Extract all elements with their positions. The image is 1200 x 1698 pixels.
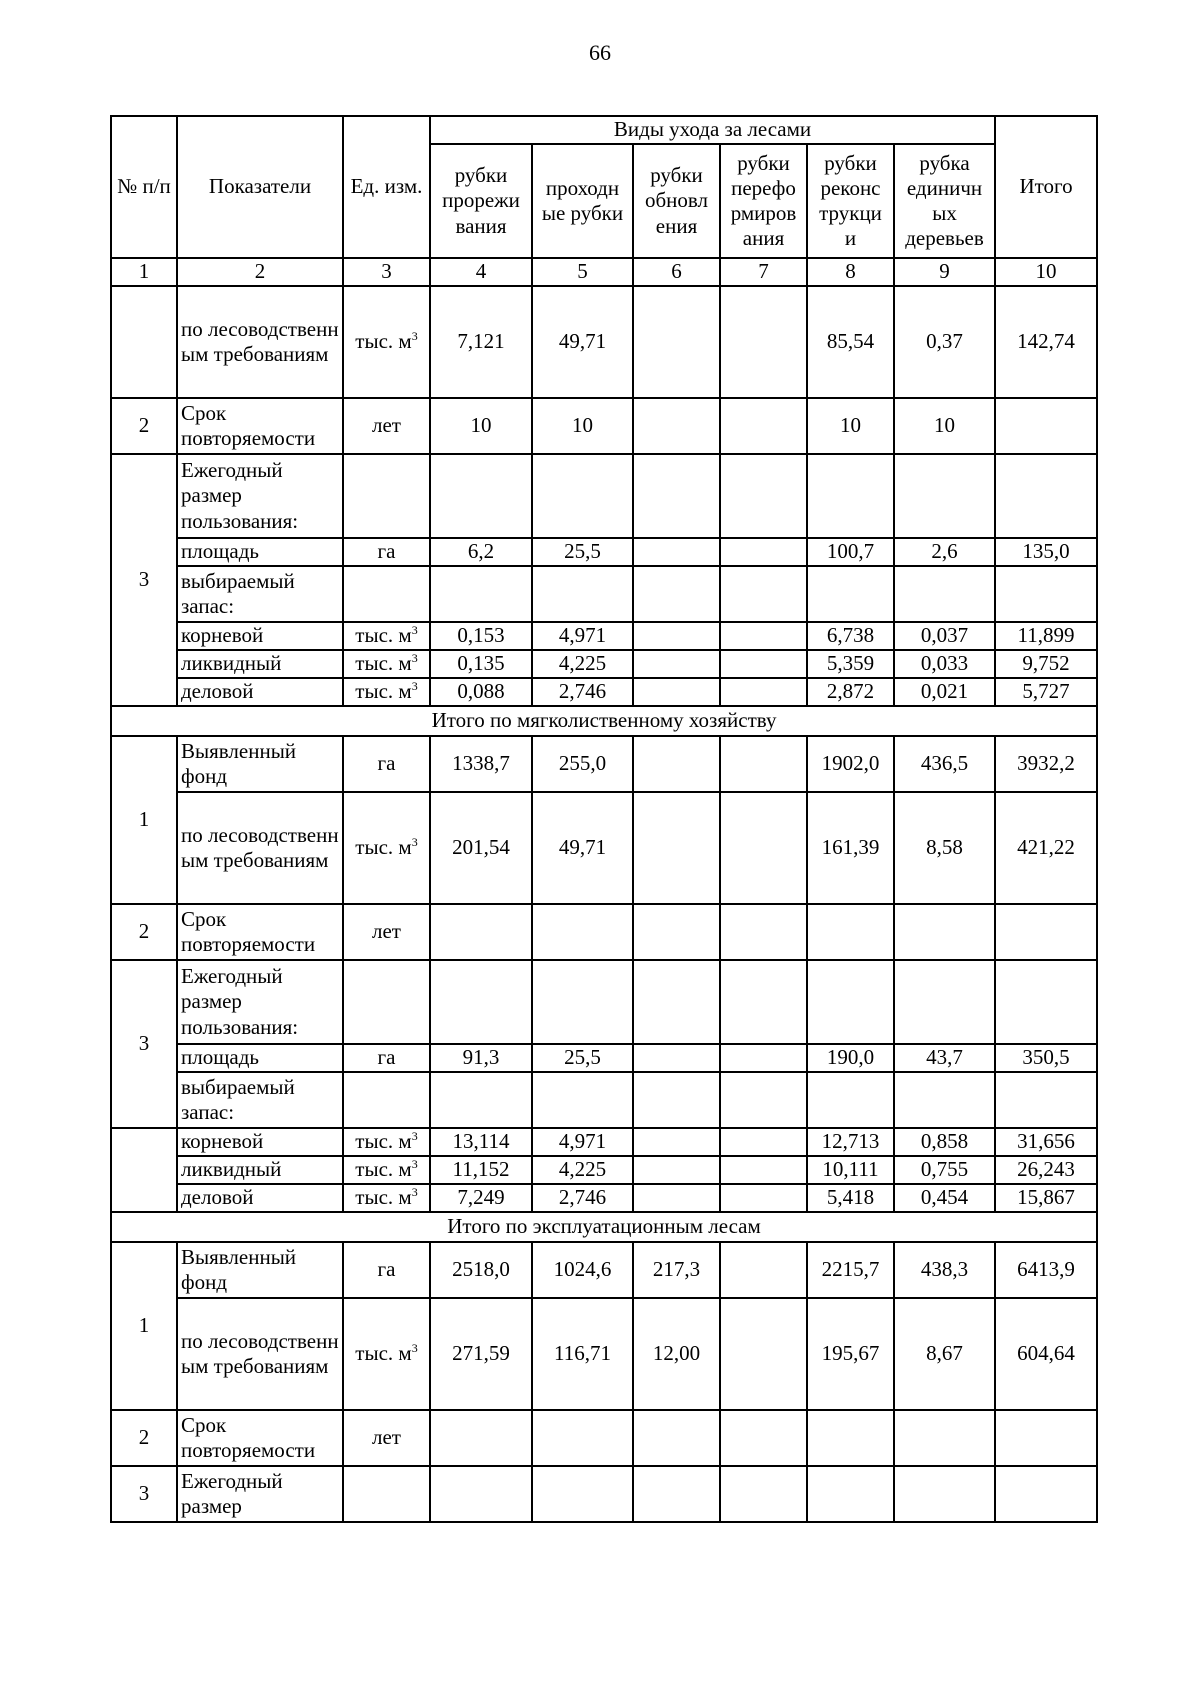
cell	[633, 538, 720, 566]
cell	[633, 398, 720, 454]
cell: 25,5	[532, 538, 633, 566]
cell	[633, 286, 720, 398]
header-col5: проходн ые рубки	[532, 144, 633, 258]
row-label: Срок повторяемости	[177, 904, 343, 960]
row-unit: лет	[343, 1410, 430, 1466]
row-label: деловой	[177, 1184, 343, 1212]
row-number: 2	[111, 398, 177, 454]
row-unit: тыс. $м^3$	[343, 1156, 430, 1184]
section-header	[111, 706, 1097, 736]
table-row	[111, 286, 1097, 398]
cell: 4,971	[532, 622, 633, 650]
table-row	[111, 1410, 1097, 1466]
row-label: Ежегодный размер пользования:	[177, 960, 343, 1044]
cell	[633, 622, 720, 650]
cell: 10	[894, 398, 995, 454]
row-number: 1	[111, 1242, 177, 1410]
table-row	[111, 1242, 1097, 1298]
table-row	[111, 1156, 1097, 1184]
row-unit: тыс. $м^3$	[343, 286, 430, 398]
cell: 9,752	[995, 650, 1097, 678]
row-label: по лесоводственн ым требованиям	[177, 286, 343, 398]
cell: 201,54	[430, 792, 532, 904]
header-indicator: Показатели	[177, 116, 343, 258]
cell	[633, 1184, 720, 1212]
cell: 1024,6	[532, 1242, 633, 1298]
col-number: 10	[995, 258, 1097, 286]
header-group-title: Виды ухода за лесами	[430, 116, 995, 144]
cell	[633, 650, 720, 678]
table-row	[111, 678, 1097, 706]
cell: 8,58	[894, 792, 995, 904]
table-row	[111, 1298, 1097, 1410]
table-row	[111, 736, 1097, 792]
cell	[720, 678, 807, 706]
cell: 85,54	[807, 286, 894, 398]
col-number: 8	[807, 258, 894, 286]
row-unit: тыс. $м^3$	[343, 1184, 430, 1212]
row-label: Выявленный фонд	[177, 736, 343, 792]
cell: 0,037	[894, 622, 995, 650]
header-no: № п/п	[111, 116, 177, 258]
cell: 15,867	[995, 1184, 1097, 1212]
cell: 271,59	[430, 1298, 532, 1410]
row-number: 3	[111, 1466, 177, 1522]
cell: 6,738	[807, 622, 894, 650]
cell: 195,67	[807, 1298, 894, 1410]
cell: 11,152	[430, 1156, 532, 1184]
row-label: деловой	[177, 678, 343, 706]
cell: 11,899	[995, 622, 1097, 650]
row-unit: тыс. $м^3$	[343, 622, 430, 650]
cell: 3932,2	[995, 736, 1097, 792]
cell: 6,2	[430, 538, 532, 566]
cell: 217,3	[633, 1242, 720, 1298]
cell: 31,656	[995, 1128, 1097, 1156]
cell: 2,746	[532, 678, 633, 706]
cell: 49,71	[532, 792, 633, 904]
header-col7: рубки перефо рмиров ания	[720, 144, 807, 258]
cell	[720, 1128, 807, 1156]
cell: 0,021	[894, 678, 995, 706]
cell: 190,0	[807, 1044, 894, 1072]
cell: 91,3	[430, 1044, 532, 1072]
col-number: 3	[343, 258, 430, 286]
cell: 0,088	[430, 678, 532, 706]
cell: 0,454	[894, 1184, 995, 1212]
table-row	[111, 904, 1097, 960]
col-number: 1	[111, 258, 177, 286]
cell: 8,67	[894, 1298, 995, 1410]
row-label: Ежегодный размер	[177, 1466, 343, 1522]
cell: 10,111	[807, 1156, 894, 1184]
cell	[720, 1242, 807, 1298]
cell: 0,37	[894, 286, 995, 398]
row-unit: тыс. $м^3$	[343, 678, 430, 706]
row-unit: тыс. $м^3$	[343, 792, 430, 904]
cell: 43,7	[894, 1044, 995, 1072]
cell	[633, 678, 720, 706]
cell	[633, 1044, 720, 1072]
table-row	[111, 792, 1097, 904]
cell	[720, 792, 807, 904]
cell: 438,3	[894, 1242, 995, 1298]
table-row	[111, 1184, 1097, 1212]
row-number: 3	[111, 454, 177, 706]
header-unit: Ед. изм.	[343, 116, 430, 258]
row-label: Срок повторяемости	[177, 398, 343, 454]
cell	[720, 538, 807, 566]
table-row	[111, 960, 1097, 1044]
row-number: 1	[111, 736, 177, 904]
col-number: 9	[894, 258, 995, 286]
row-unit: га	[343, 538, 430, 566]
section-header	[111, 1212, 1097, 1242]
col-number: 5	[532, 258, 633, 286]
row-label: выбираемый запас:	[177, 1072, 343, 1128]
table-row	[111, 1072, 1097, 1128]
cell: 25,5	[532, 1044, 633, 1072]
row-unit: тыс. $м^3$	[343, 1298, 430, 1410]
cell: 135,0	[995, 538, 1097, 566]
row-label: выбираемый запас:	[177, 566, 343, 622]
cell: 5,418	[807, 1184, 894, 1212]
table-row	[111, 1466, 1097, 1522]
cell: 142,74	[995, 286, 1097, 398]
cell: 100,7	[807, 538, 894, 566]
col-number: 7	[720, 258, 807, 286]
cell: 26,243	[995, 1156, 1097, 1184]
col-number: 2	[177, 258, 343, 286]
row-label: корневой	[177, 622, 343, 650]
table-row	[111, 622, 1097, 650]
table-row	[111, 1044, 1097, 1072]
row-unit: лет	[343, 904, 430, 960]
cell	[720, 736, 807, 792]
cell: 4,225	[532, 650, 633, 678]
cell: 5,727	[995, 678, 1097, 706]
row-label: по лесоводственн ым требованиям	[177, 792, 343, 904]
cell	[720, 650, 807, 678]
header-col6: рубки обновл ения	[633, 144, 720, 258]
cell: 116,71	[532, 1298, 633, 1410]
cell: 1338,7	[430, 736, 532, 792]
row-label: Срок повторяемости	[177, 1410, 343, 1466]
cell: 0,135	[430, 650, 532, 678]
cell	[720, 1298, 807, 1410]
cell: 604,64	[995, 1298, 1097, 1410]
row-unit: га	[343, 1242, 430, 1298]
cell: 7,121	[430, 286, 532, 398]
cell: 4,971	[532, 1128, 633, 1156]
table-row	[111, 650, 1097, 678]
page-number: 66	[589, 40, 611, 65]
cell: 49,71	[532, 286, 633, 398]
forest-care-table	[110, 115, 1098, 1523]
cell: 10	[807, 398, 894, 454]
row-label: ликвидный	[177, 650, 343, 678]
row-number: 3	[111, 960, 177, 1128]
cell: 2215,7	[807, 1242, 894, 1298]
row-label: корневой	[177, 1128, 343, 1156]
row-unit: га	[343, 736, 430, 792]
cell	[633, 1156, 720, 1184]
col-number: 6	[633, 258, 720, 286]
table-row	[111, 566, 1097, 622]
cell	[720, 398, 807, 454]
cell: 2,872	[807, 678, 894, 706]
table-row	[111, 454, 1097, 538]
cell: 2518,0	[430, 1242, 532, 1298]
section-title: Итого по эксплуатационным лесам	[111, 1212, 1097, 1242]
cell: 1902,0	[807, 736, 894, 792]
cell	[633, 1128, 720, 1156]
cell	[633, 736, 720, 792]
table-row	[111, 398, 1097, 454]
cell: 0,755	[894, 1156, 995, 1184]
header-total: Итого	[995, 116, 1097, 258]
cell: 255,0	[532, 736, 633, 792]
cell: 0,033	[894, 650, 995, 678]
cell: 436,5	[894, 736, 995, 792]
cell: 4,225	[532, 1156, 633, 1184]
col-number: 4	[430, 258, 532, 286]
header-col9: рубка единичн ых деревьев	[894, 144, 995, 258]
row-label: ликвидный	[177, 1156, 343, 1184]
cell: 7,249	[430, 1184, 532, 1212]
row-label: площадь	[177, 538, 343, 566]
cell: 2,746	[532, 1184, 633, 1212]
table-row	[111, 538, 1097, 566]
cell: 421,22	[995, 792, 1097, 904]
cell	[720, 622, 807, 650]
row-number: 2	[111, 1410, 177, 1466]
header-col4: рубки прорежи вания	[430, 144, 532, 258]
row-unit: лет	[343, 398, 430, 454]
cell: 12,00	[633, 1298, 720, 1410]
cell	[995, 398, 1097, 454]
cell	[720, 286, 807, 398]
cell: 10	[532, 398, 633, 454]
cell: 0,153	[430, 622, 532, 650]
cell: 6413,9	[995, 1242, 1097, 1298]
cell: 2,6	[894, 538, 995, 566]
cell: 10	[430, 398, 532, 454]
cell: 13,114	[430, 1128, 532, 1156]
cell	[720, 1184, 807, 1212]
cell: 161,39	[807, 792, 894, 904]
header-col8: рубки реконс трукци и	[807, 144, 894, 258]
row-label: Выявленный фонд	[177, 1242, 343, 1298]
cell	[633, 792, 720, 904]
section-title: Итого по мягколиственному хозяйству	[111, 706, 1097, 736]
row-label: площадь	[177, 1044, 343, 1072]
row-unit: га	[343, 1044, 430, 1072]
row-unit: тыс. $м^3$	[343, 1128, 430, 1156]
row-label: Ежегодный размер пользования:	[177, 454, 343, 538]
cell: 5,359	[807, 650, 894, 678]
cell: 12,713	[807, 1128, 894, 1156]
row-label: по лесоводственн ым требованиям	[177, 1298, 343, 1410]
table-row	[111, 1128, 1097, 1156]
cell	[720, 1044, 807, 1072]
cell: 0,858	[894, 1128, 995, 1156]
row-number: 2	[111, 904, 177, 960]
cell: 350,5	[995, 1044, 1097, 1072]
row-unit: тыс. $м^3$	[343, 650, 430, 678]
cell	[720, 1156, 807, 1184]
